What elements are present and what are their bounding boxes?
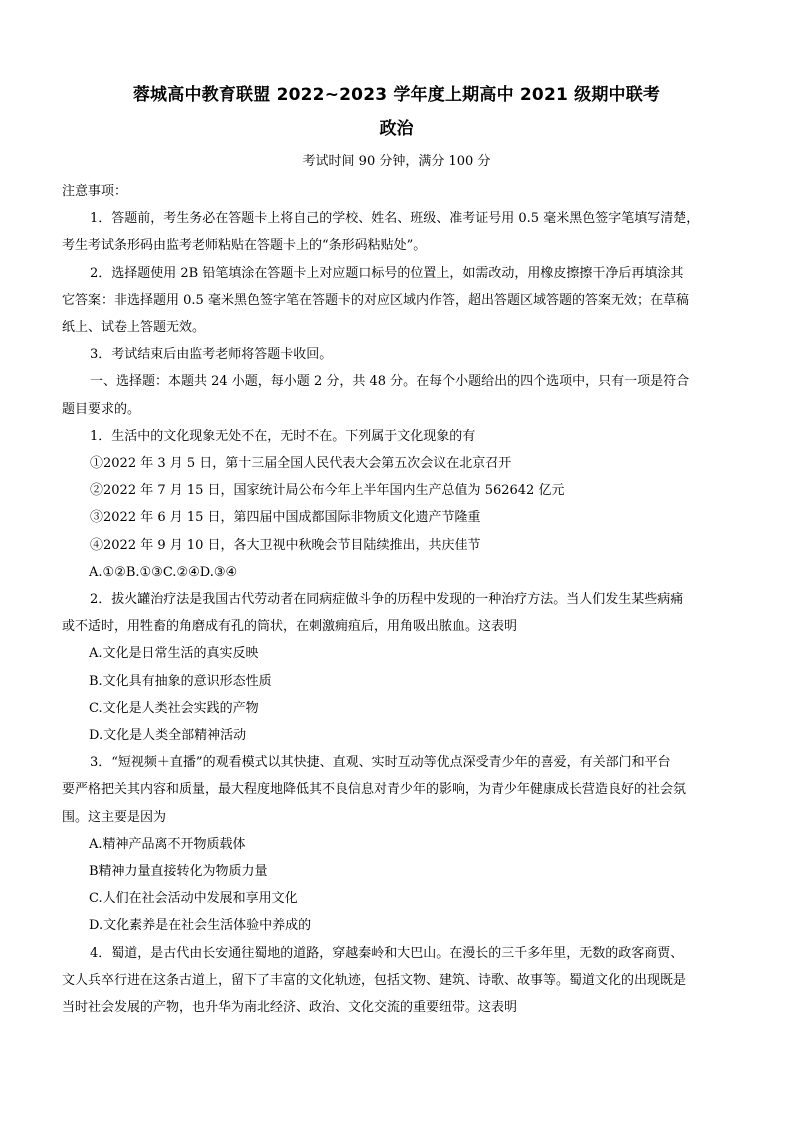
exam-time-info: 考试时间 90 分钟，满分 100 分: [302, 154, 491, 169]
section-1-instructions-line-1: 一、选择题：本题共 24 小题，每小题 2 分，共 48 分。在每个小题给出的四个选项中，只有一项是符合: [90, 374, 690, 390]
note-1-line-2: 考生考试条形码由监考老师粘贴在答题卡上的“条形码粘贴处”。: [62, 238, 427, 254]
question-1-stem: 1．生活中的文化现象无处不在，无时不在。下列属于文化现象的有: [90, 428, 476, 444]
question-4-stem-line-3: 当时社会发展的产物，也升华为南北经济、政治、文化交流的重要纽带。这表明: [62, 1000, 518, 1016]
question-3-option-a: A.精神产品离不开物质载体: [89, 836, 246, 852]
question-3-stem-line-2: 要严格把关其内容和质量，最大程度地降低其不良信息对青少年的影响，为青少年健康成长营造良好的社会氛: [62, 782, 687, 798]
question-2-stem-line-2: 或不适时，用牲畜的角磨成有孔的筒状，在刺激痈疽后，用角吸出脓血。这表明: [62, 619, 518, 635]
question-2-option-b: B.文化具有抽象的意识形态性质: [89, 673, 272, 689]
question-3-option-c: C.人们在社会活动中发展和享用文化: [89, 891, 298, 907]
note-3: 3．考试结束后由监考老师将答题卡收回。: [90, 347, 333, 363]
question-2-option-d: D.文化是人类全部精神活动: [89, 728, 247, 744]
section-1-instructions-line-2: 题目要求的。: [62, 401, 141, 417]
question-3-stem-line-1: 3．“短视频＋直播”的观看模式以其快捷、直观、实时互动等优点深受青少年的喜爱，有关部门和平台: [90, 755, 671, 771]
question-4-stem-line-2: 文人兵卒行进在这条古道上，留下了丰富的文化轨迹，包括文物、建筑、诗歌、故事等。蜀道文化的出现既是: [62, 972, 687, 988]
note-2-line-2: 它答案：非选择题用 0.5 毫米黑色签字笔在答题卡的对应区域内作答，超出答题区域答题的答案无效；在草稿: [62, 292, 689, 308]
question-2-option-a: A.文化是日常生活的真实反映: [89, 646, 259, 662]
question-1-item-1: ①2022 年 3 月 5 日，第十三届全国人民代表大会第五次会议在北京召开: [90, 456, 512, 472]
notes-heading: 注意事项：: [62, 184, 128, 199]
question-1-item-3: ③2022 年 6 月 15 日，第四届中国成都国际非物质文化遗产节隆重: [90, 510, 481, 526]
question-1-options: A.①②B.①③C.②④D.③④: [89, 564, 238, 580]
question-3-option-b: B精神力量直接转化为物质力量: [89, 864, 268, 880]
question-1-item-2: ②2022 年 7 月 15 日，国家统计局公布今年上半年国内生产总值为 562642 亿元: [90, 483, 565, 499]
exam-body: [62, 178, 738, 1021]
exam-title: 蓉城高中教育联盟 2022~2023 学年度上期高中 2021 级期中联考: [132, 85, 661, 105]
note-2-line-3: 纸上、试卷上答题无效。: [62, 320, 206, 336]
question-2-option-c: C.文化是人类社会实践的产物: [89, 700, 259, 716]
question-4-stem-line-1: 4．蜀道，是古代由长安通往蜀地的道路，穿越秦岭和大巴山。在漫长的三千多年里，无数的政客商贾、: [90, 945, 684, 961]
question-3-stem-line-3: 围。这主要是因为: [62, 809, 167, 825]
question-1-item-4: ④2022 年 9 月 10 日，各大卫视中秋晚会节目陆续推出，共庆佳节: [90, 537, 481, 553]
note-2-line-1: 2．选择题使用 2B 铅笔填涂在答题卡上对应题口标号的位置上，如需改动，用橡皮擦擦干净后再填涂其: [90, 265, 684, 281]
question-2-stem-line-1: 2．拔火罐治疗法是我国古代劳动者在同病症做斗争的历程中发现的一种治疗方法。当人们发生某些病痛: [90, 592, 684, 608]
subject-title: 政治: [379, 119, 414, 139]
question-3-option-d: D.文化素养是在社会生活体验中养成的: [89, 918, 312, 934]
note-1-line-1: 1．答题前，考生务必在答题卡上将自己的学校、姓名、班级、准考证号用 0.5 毫米黑色签字笔填写清楚，: [90, 211, 700, 227]
